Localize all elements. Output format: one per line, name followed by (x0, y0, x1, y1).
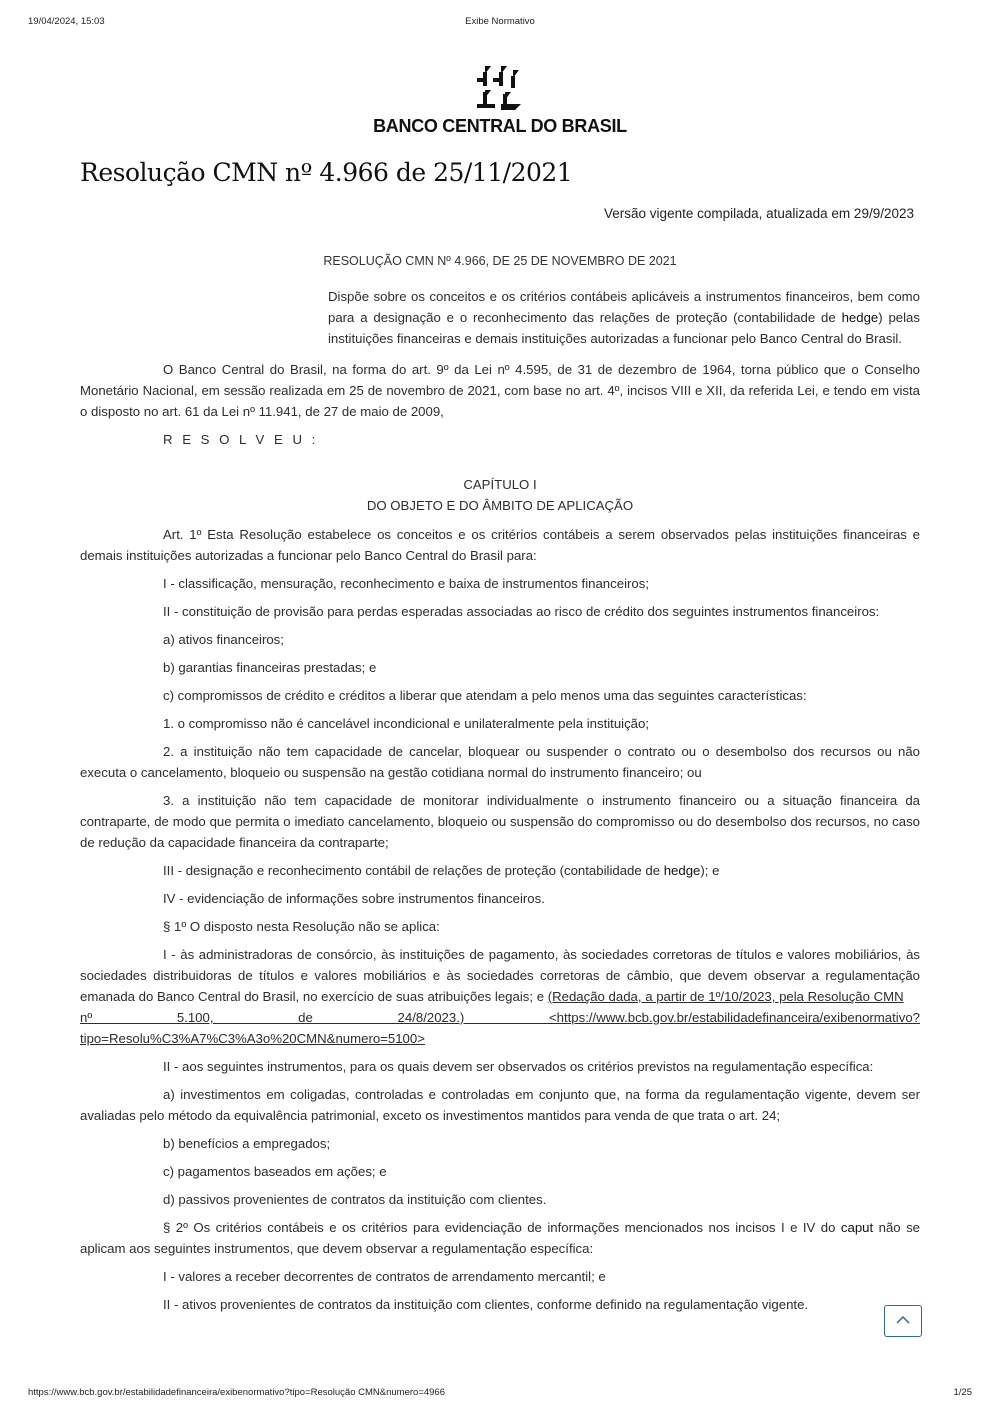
ementa-text-2: ) pelas instituições financeiras e demais instituições autorizadas a funcionar pelo Banco Central do Brasil. (328, 310, 920, 346)
bcb-logo (360, 64, 640, 137)
par2-text-1: § 2º Os critérios contábeis e os critérios para evidenciação de informações mencionados nos incisos I e IV do (163, 1220, 841, 1235)
par2-inciso-i: I - valores a receber decorrentes de contratos de arrendamento mercantil; e (163, 1269, 606, 1284)
version-note: Versão vigente compilada, atualizada em 29/9/2023 (604, 206, 914, 221)
par1-ii-alinea-d: d) passivos provenientes de contratos da instituição com clientes. (163, 1192, 547, 1207)
chapter-title: DO OBJETO E DO ÂMBITO DE APLICAÇÃO (366, 498, 634, 513)
par1-ii-alinea-a: a) investimentos em coligadas, controladas e controladas em conjunto que, na forma da regulamentação vigente, devem ser avaliadas pelo método da equivalência patrimonial, exceto os investimentos mantidos para venda de que trata o art. 24; (80, 1087, 920, 1123)
par2-caput-term: caput (840, 1220, 874, 1235)
page-title: Resolução CMN nº 4.966 de 25/11/2021 (80, 158, 573, 187)
art1-inciso-i: I - classificação, mensuração, reconhecimento e baixa de instrumentos financeiros; (163, 576, 649, 591)
amendment-link-line-1[interactable]: (Redação dada, a partir de 1º/10/2023, pela Resolução CMN (547, 989, 904, 1004)
art1-inciso-iv: IV - evidenciação de informações sobre instrumentos financeiros. (163, 891, 545, 906)
print-page-title: Exibe Normativo (465, 16, 535, 27)
art1-ii-c-item-1: 1. o compromisso não é cancelável incondicional e unilateralmente pela instituição; (163, 716, 650, 731)
art1-ii-c-item-2: 2. a instituição não tem capacidade de cancelar, bloquear ou suspender o contrato ou o desembolso dos recursos ou não executa o cancelamento, bloqueio ou suspensão na gestão cotidiana normal do instrumento financeiro; ou (80, 744, 920, 780)
print-page-number: 1/25 (953, 1387, 972, 1398)
bcb-logo-icon (475, 64, 525, 112)
back-to-top-button[interactable] (884, 1305, 922, 1337)
ementa-text-1: Dispõe sobre os conceitos e os critérios contábeis aplicáveis a instrumentos financeiros, bem como para a designação e o reconhecimento das relações de proteção (contabilidade de (328, 289, 920, 325)
art1-ii-alinea-a: a) ativos financeiros; (163, 632, 284, 647)
art1-iii-text-1: III - designação e reconhecimento contábil de relações de proteção (contabilidade de (163, 863, 664, 878)
preamble: O Banco Central do Brasil, na forma do art. 9º da Lei nº 4.595, de 31 de dezembro de 1964, torna público que o Conselho Monetário Nacional, em sessão realizada em 25 de novembro de 2021, com base no art. 4º, incisos VIII e XII, da referida Lei, e tendo em vista o disposto no art. 61 da Lei nº 11.941, de 27 de maio de 2009, (80, 362, 920, 419)
chevron-up-icon (896, 1315, 910, 1325)
amendment-link-line-2-wrap (80, 1007, 920, 1028)
chapter-heading (80, 474, 920, 516)
paragraph-1: § 1º O disposto nesta Resolução não se aplica: (163, 919, 440, 934)
print-url: https://www.bcb.gov.br/estabilidadefinanceira/exibenormativo?tipo=Resolução CMN&numero=4966 (28, 1387, 446, 1398)
amendment-link[interactable] (548, 989, 904, 1004)
par2-text-2: não se aplicam aos seguintes instrumentos, que devem observar a regulamentação específica: (80, 1220, 920, 1256)
print-footer (28, 1387, 972, 1401)
art1-ii-c-item-3: 3. a instituição não tem capacidade de monitorar individualmente o instrumento financeiro ou a situação financeira da contraparte, de modo que permita o imediato cancelamento, bloqueio ou suspensão do compromisso ou do desembolso dos recursos, no caso de redução da capacidade financeira da contraparte; (80, 793, 920, 850)
resolution-heading: RESOLUÇÃO CMN Nº 4.966, DE 25 DE NOVEMBRO DE 2021 (323, 254, 677, 268)
amendment-link-line-2[interactable]: nº 5.100, de 24/8/2023.) <https://www.bcb.gov.br/estabilidadefinanceira/exibenormativo? (80, 1010, 920, 1025)
print-datetime: 19/04/2024, 15:03 (28, 16, 105, 27)
amendment-link-line-3-wrap (80, 1028, 920, 1049)
par1-inciso-ii: II - aos seguintes instrumentos, para os quais devem ser observados os critérios previstos na regulamentação específica: (163, 1059, 874, 1074)
art1-iii-text-2: ); e (700, 863, 720, 878)
art1-ii-alinea-c: c) compromissos de crédito e créditos a liberar que atendam a pelo menos uma das seguintes características: (163, 688, 807, 703)
par1-inciso-i (80, 944, 920, 1007)
par1-ii-alinea-c: c) pagamentos baseados em ações; e (163, 1164, 387, 1179)
amendment-link-line-3[interactable]: tipo=Resolu%C3%A7%C3%A3o%20CMN&numero=5100> (80, 1031, 425, 1046)
art1-iii-hedge-term: hedge (663, 863, 701, 878)
par1-i-text: I - às administradoras de consórcio, às instituições de pagamento, às sociedades corretoras de títulos e valores mobiliários, às sociedades distribuidoras de títulos e valores mobiliários e às sociedades corretoras de câmbio, que devem observar a regulamentação emanada do Banco Central do Brasil, no exercício de suas atribuições legais; e (80, 947, 920, 1004)
art1-ii-alinea-b: b) garantias financeiras prestadas; e (163, 660, 377, 675)
print-header (28, 16, 972, 30)
ementa-hedge-term: hedge (841, 310, 879, 325)
art1-inciso-ii: II - constituição de provisão para perdas esperadas associadas ao risco de crédito dos seguintes instrumentos financeiros: (163, 604, 880, 619)
art1-inciso-iii (80, 860, 920, 881)
paragraph-2 (80, 1217, 920, 1259)
par1-ii-alinea-b: b) benefícios a empregados; (163, 1136, 331, 1151)
par2-inciso-ii: II - ativos provenientes de contratos da instituição com clientes, conforme definido na regulamentação vigente. (163, 1297, 809, 1312)
resolveu: R E S O L V E U : (163, 432, 319, 447)
article-1: Art. 1º Esta Resolução estabelece os conceitos e os critérios contábeis a serem observados pelas instituições financeiras e demais instituições autorizadas a funcionar pelo Banco Central do Brasil para: (80, 527, 920, 563)
bcb-logo-text: BANCO CENTRAL DO BRASIL (373, 116, 627, 136)
chapter-number: CAPÍTULO I (463, 477, 537, 492)
ementa (328, 286, 920, 349)
document-body (80, 286, 920, 1322)
